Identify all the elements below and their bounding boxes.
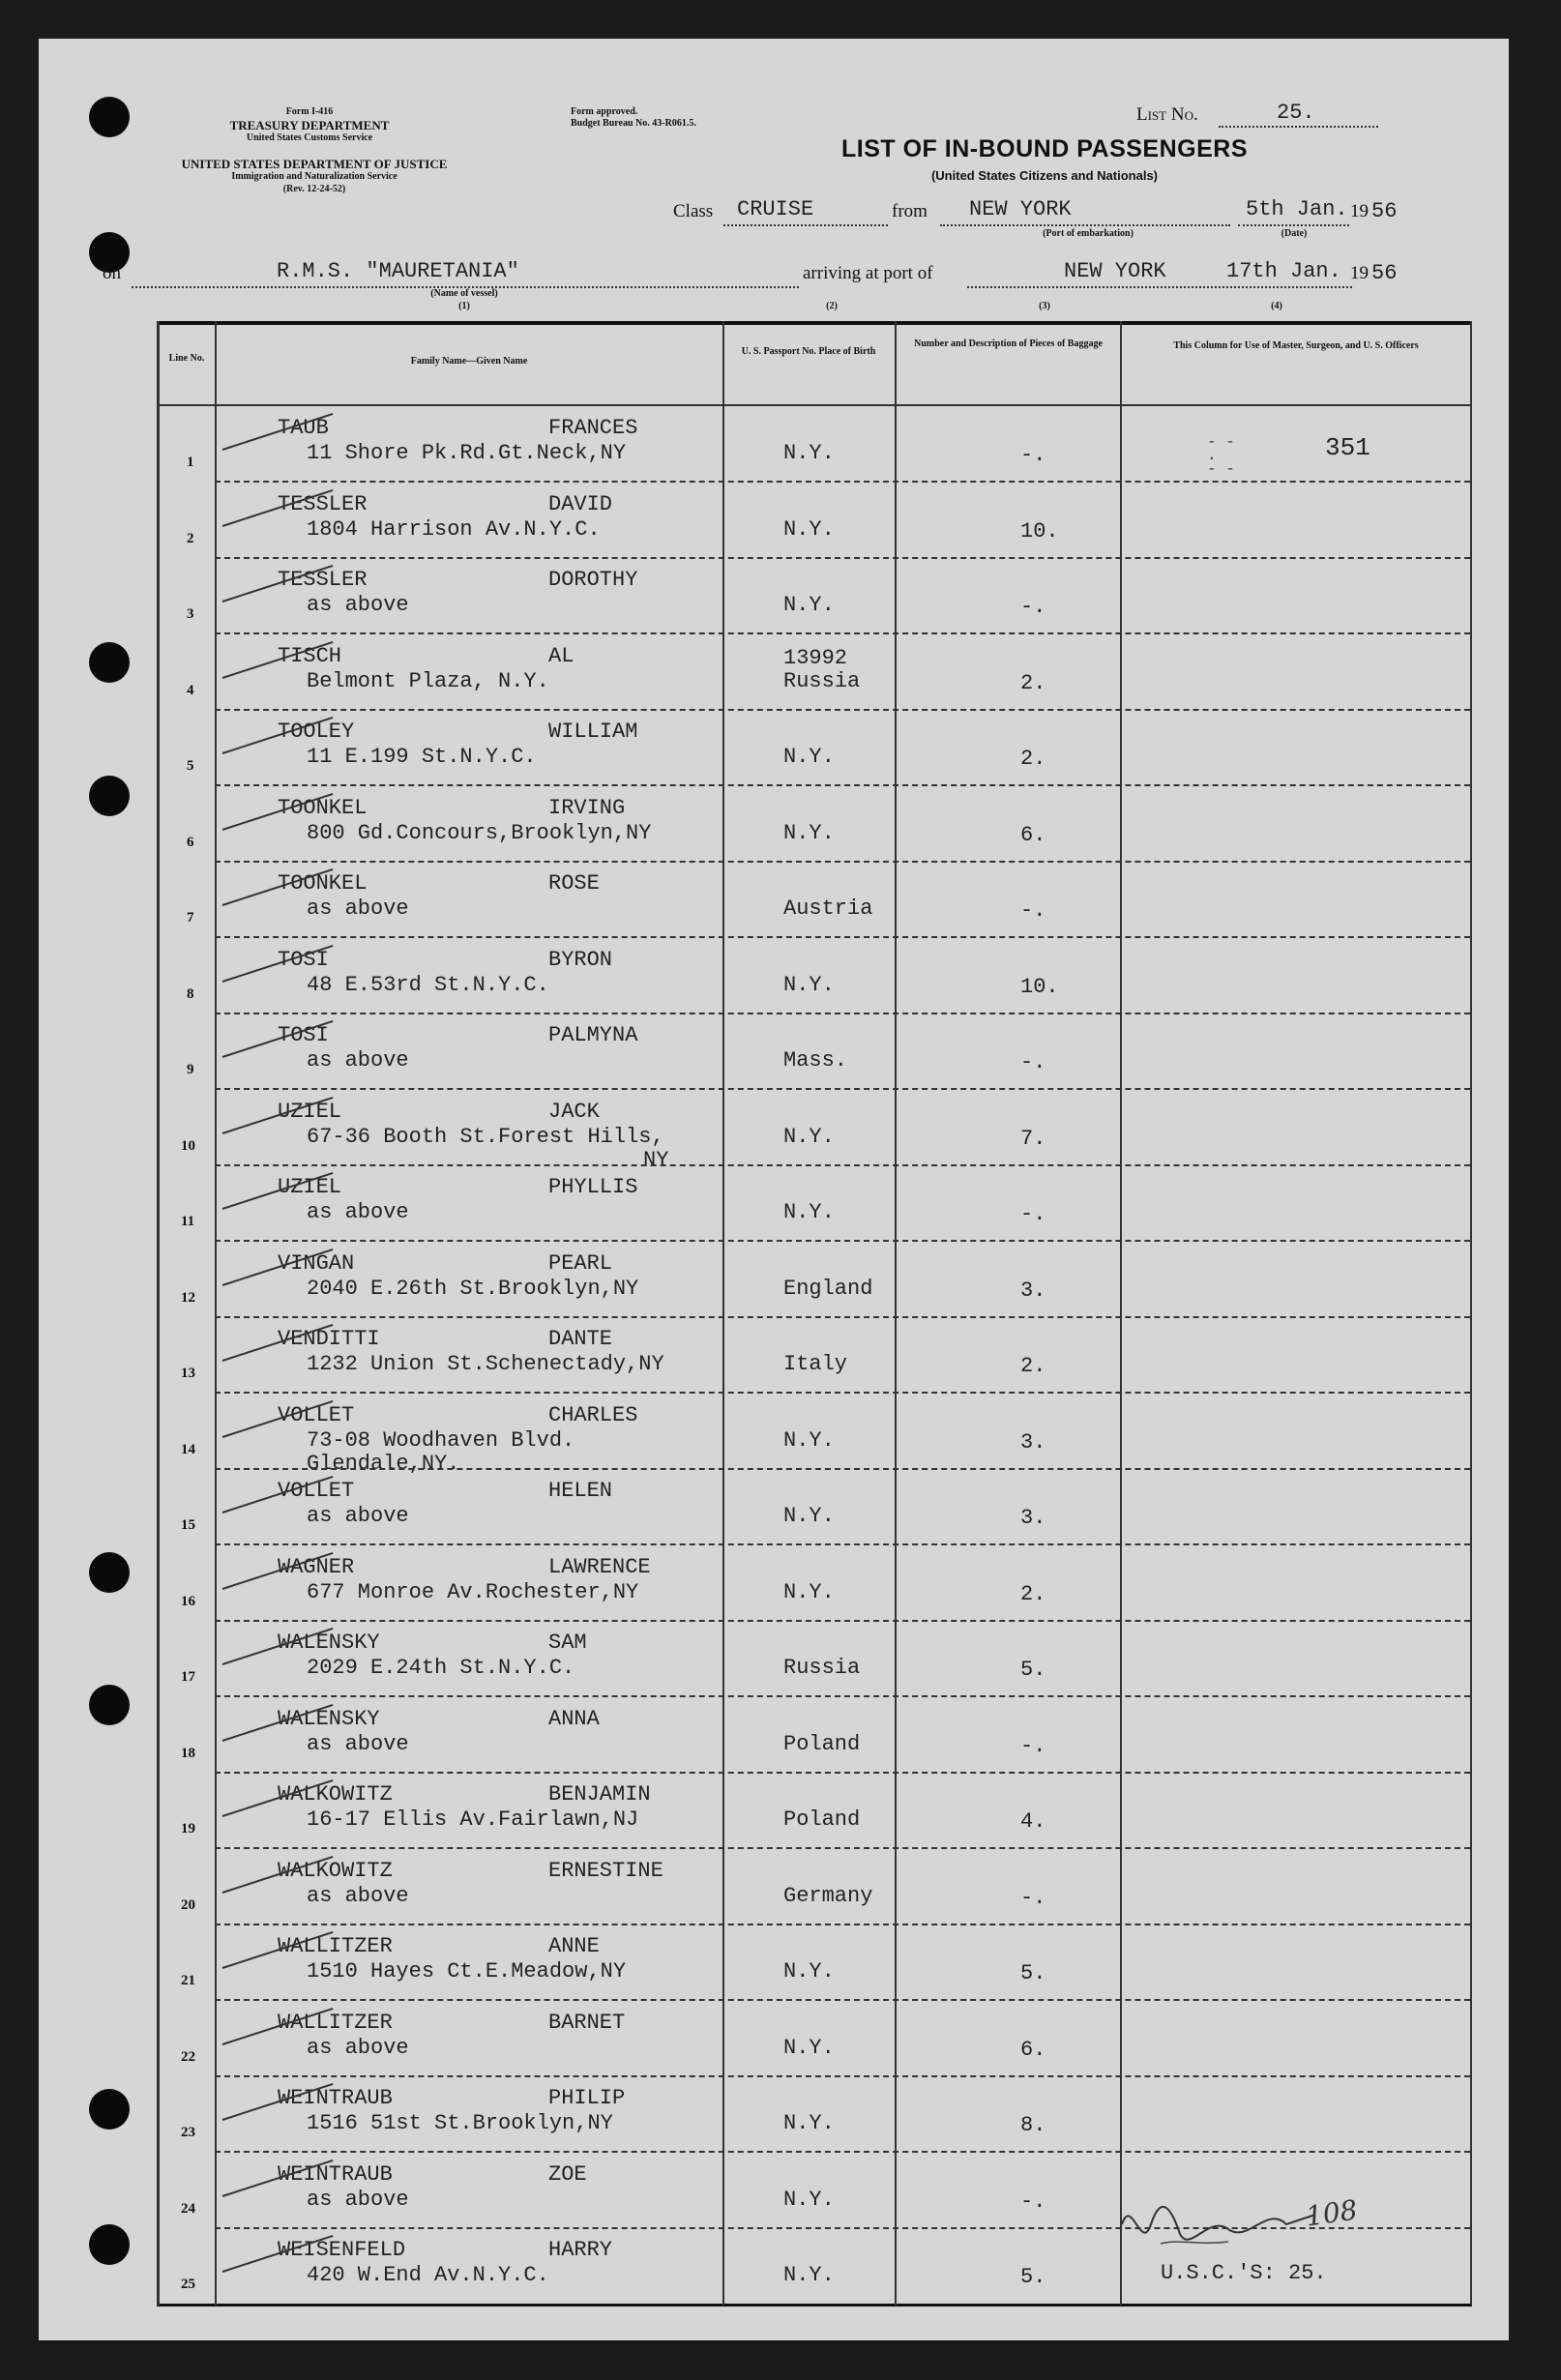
baggage-count: 10. <box>1020 975 1059 999</box>
place-of-birth: N.Y. <box>783 441 835 465</box>
class-value: CRUISE <box>737 197 814 221</box>
row-separator <box>215 1543 1470 1545</box>
place-of-birth: N.Y. <box>783 1504 835 1528</box>
table-top-border <box>157 321 1472 325</box>
place-of-birth: N.Y. <box>783 2111 835 2135</box>
family-name: TOSI <box>278 1023 329 1047</box>
officer-number: 351 <box>1325 433 1370 462</box>
col-header-line-no: Line No. <box>168 353 205 364</box>
given-name: DAVID <box>548 492 613 516</box>
row-separator <box>215 1695 1470 1697</box>
given-name: ROSE <box>548 871 600 896</box>
class-field <box>723 197 888 226</box>
place-of-birth: N.Y. <box>783 2036 835 2060</box>
row-separator <box>215 1999 1470 2001</box>
family-name: TESSLER <box>278 492 368 516</box>
given-name: DOROTHY <box>548 568 638 592</box>
given-name: PHILIP <box>548 2086 626 2110</box>
address: 73-08 Woodhaven Blvd. <box>307 1428 575 1453</box>
row-separator <box>215 1620 1470 1622</box>
vessel-name: R.M.S. "MAURETANIA" <box>277 259 519 283</box>
handwritten-signature <box>1103 2186 1412 2263</box>
depart-date-value: 5th Jan. <box>1246 197 1348 221</box>
line-number: 2 <box>187 531 194 546</box>
line-number: 4 <box>187 683 194 698</box>
place-of-birth: N.Y. <box>783 1200 835 1224</box>
baggage-count: -. <box>1020 1886 1046 1910</box>
baggage-count: 2. <box>1020 1582 1046 1606</box>
address: 2029 E.24th St.N.Y.C. <box>307 1656 575 1680</box>
address: 1516 51st St.Brooklyn,NY <box>307 2111 613 2135</box>
family-name: WALKOWITZ <box>278 1782 393 1807</box>
baggage-count: -. <box>1020 898 1046 923</box>
vessel-field <box>132 259 799 288</box>
line-number: 21 <box>181 1973 195 1988</box>
given-name: CHARLES <box>548 1403 638 1427</box>
family-name: TOSI <box>278 948 329 972</box>
column-divider <box>1120 321 1122 2306</box>
row-separator <box>215 1924 1470 1925</box>
address: 16-17 Ellis Av.Fairlawn,NJ <box>307 1807 639 1832</box>
given-name: ANNA <box>548 1707 600 1731</box>
address: as above <box>307 1048 409 1072</box>
given-name: HELEN <box>548 1479 613 1503</box>
punch-hole <box>89 97 130 137</box>
from-label: from <box>892 201 928 221</box>
line-number: 3 <box>187 606 194 622</box>
line-number: 15 <box>181 1517 195 1533</box>
treasury-label: TREASURY DEPARTMENT <box>229 118 390 132</box>
given-name: WILLIAM <box>548 720 638 744</box>
place-of-birth: N.Y. <box>783 1428 835 1453</box>
line-number: 25 <box>181 2277 195 2292</box>
baggage-count: 3. <box>1020 1430 1046 1454</box>
column-divider <box>895 321 897 2306</box>
baggage-count: -. <box>1020 1050 1046 1074</box>
row-separator <box>215 1240 1470 1242</box>
port-embarkation-caption: (Port of embarkation) <box>1043 228 1134 239</box>
row-separator <box>215 481 1470 483</box>
line-number: 12 <box>181 1290 195 1306</box>
family-name: WALENSKY <box>278 1631 380 1655</box>
row-separator <box>215 2075 1470 2077</box>
family-name: WALLITZER <box>278 1934 393 1958</box>
line-number: 7 <box>187 910 194 926</box>
col-header-name: Family Name—Given Name <box>410 356 528 367</box>
address: 677 Monroe Av.Rochester,NY <box>307 1580 639 1604</box>
family-name: WEINTRAUB <box>278 2086 393 2110</box>
baggage-count: 2. <box>1020 747 1046 771</box>
place-of-birth: Mass. <box>783 1048 848 1072</box>
officer-marks: - - . - - <box>1207 433 1235 478</box>
address: 1804 Harrison Av.N.Y.C. <box>307 517 601 542</box>
page-title: LIST OF IN-BOUND PASSENGERS <box>840 135 1248 162</box>
row-separator <box>215 557 1470 559</box>
address: as above <box>307 896 409 921</box>
table-bottom-border <box>157 2304 1472 2307</box>
arrival-year-suffix: 56 <box>1371 261 1398 285</box>
address: as above <box>307 1884 409 1908</box>
on-label: on <box>103 263 121 283</box>
address: Belmont Plaza, N.Y. <box>307 669 549 693</box>
place-of-birth: Russia <box>783 669 861 693</box>
row-separator <box>215 2151 1470 2153</box>
line-number: 23 <box>181 2125 195 2140</box>
ins-label: Immigration and Naturalization Service <box>231 171 398 182</box>
row-separator <box>215 1468 1470 1470</box>
line-number: 10 <box>181 1138 195 1154</box>
page-subtitle: (United States Citizens and Nationals) <box>930 168 1159 183</box>
place-of-birth: N.Y. <box>783 745 835 769</box>
given-name: HARRY <box>548 2238 613 2262</box>
baggage-count: 3. <box>1020 1506 1046 1530</box>
vessel-caption: (Name of vessel) <box>430 288 498 299</box>
baggage-count: -. <box>1020 1202 1046 1226</box>
address: as above <box>307 593 409 617</box>
family-name: TOOLEY <box>278 720 355 744</box>
col-number-1: (1) <box>458 301 470 311</box>
baggage-count: 4. <box>1020 1809 1046 1834</box>
given-name: SAM <box>548 1631 587 1655</box>
family-name: VOLLET <box>278 1479 355 1503</box>
address: 48 E.53rd St.N.Y.C. <box>307 973 549 997</box>
given-name: ERNESTINE <box>548 1859 663 1883</box>
address: as above <box>307 1504 409 1528</box>
line-number: 19 <box>181 1821 195 1836</box>
line-number: 8 <box>187 986 194 1002</box>
baggage-count: 3. <box>1020 1278 1046 1303</box>
place-of-birth: N.Y. <box>783 1125 835 1149</box>
family-name: WAGNER <box>278 1555 355 1579</box>
address: as above <box>307 2036 409 2060</box>
given-name: DANTE <box>548 1327 613 1351</box>
budget-bureau: Budget Bureau No. 43-R061.5. <box>571 118 696 129</box>
address-line-2: Glendale,NY. <box>307 1452 460 1476</box>
arrival-date: 17th Jan. <box>1226 259 1341 283</box>
given-name: PALMYNA <box>548 1023 638 1047</box>
line-number: 5 <box>187 758 194 774</box>
year-prefix: 19 <box>1350 201 1369 221</box>
family-name: TOONKEL <box>278 871 368 896</box>
punch-hole <box>89 776 130 816</box>
baggage-count: 2. <box>1020 1354 1046 1378</box>
row-separator <box>215 709 1470 711</box>
place-of-birth: N.Y. <box>783 1959 835 1983</box>
place-of-birth: Italy <box>783 1352 848 1376</box>
address: 800 Gd.Concours,Brooklyn,NY <box>307 821 652 845</box>
row-separator <box>215 1013 1470 1014</box>
document-page <box>39 39 1509 2340</box>
place-of-birth: Poland <box>783 1807 861 1832</box>
arriving-label: arriving at port of <box>803 263 933 283</box>
col-number-3: (3) <box>1039 301 1050 311</box>
place-of-birth: England <box>783 1277 873 1301</box>
row-separator <box>215 1164 1470 1166</box>
line-number: 13 <box>181 1366 195 1381</box>
family-name: TOONKEL <box>278 796 368 820</box>
address: as above <box>307 2188 409 2212</box>
row-separator <box>215 936 1470 938</box>
given-name: FRANCES <box>548 416 638 440</box>
given-name: ANNE <box>548 1934 600 1958</box>
punch-hole <box>89 2224 130 2265</box>
given-name: JACK <box>548 1100 600 1124</box>
list-no-value: 25. <box>1277 101 1315 125</box>
row-separator <box>215 784 1470 786</box>
punch-hole <box>89 1685 130 1725</box>
from-value: NEW YORK <box>969 197 1072 221</box>
depart-date-field <box>1238 197 1349 226</box>
place-of-birth: Austria <box>783 896 873 921</box>
rev-label: (Rev. 12-24-52) <box>282 184 346 194</box>
col-number-2: (2) <box>826 301 838 311</box>
row-separator <box>215 632 1470 634</box>
form-approved: Form approved. <box>571 106 638 117</box>
given-name: BYRON <box>548 948 613 972</box>
baggage-count: -. <box>1020 1734 1046 1758</box>
address: 11 E.199 St.N.Y.C. <box>307 745 537 769</box>
handwritten-number: 108 <box>1303 2193 1360 2233</box>
family-name: UZIEL <box>278 1175 342 1199</box>
year-suffix: 56 <box>1371 199 1398 223</box>
given-name: PHYLLIS <box>548 1175 638 1199</box>
place-of-birth: N.Y. <box>783 593 835 617</box>
punch-hole <box>89 2089 130 2130</box>
line-number: 20 <box>181 1897 195 1913</box>
family-name: TAUB <box>278 416 329 440</box>
baggage-count: 5. <box>1020 1961 1046 1985</box>
place-of-birth: N.Y. <box>783 973 835 997</box>
baggage-count: 7. <box>1020 1127 1046 1151</box>
passport-number: 13992 <box>783 646 848 670</box>
given-name: PEARL <box>548 1251 613 1276</box>
baggage-count: 5. <box>1020 1658 1046 1682</box>
line-number: 11 <box>181 1214 195 1229</box>
family-name: WALLITZER <box>278 2011 393 2035</box>
col-header-baggage: Number and Description of Pieces of Baggage <box>914 338 1103 349</box>
address: as above <box>307 1732 409 1756</box>
place-of-birth: N.Y. <box>783 1580 835 1604</box>
line-number: 24 <box>181 2201 195 2217</box>
address: as above <box>307 1200 409 1224</box>
arrival-field <box>967 259 1352 288</box>
place-of-birth: N.Y. <box>783 517 835 542</box>
baggage-count: -. <box>1020 595 1046 619</box>
column-divider <box>722 321 724 2306</box>
family-name: VINGAN <box>278 1251 355 1276</box>
family-name: WEISENFELD <box>278 2238 406 2262</box>
justice-label: UNITED STATES DEPARTMENT OF JUSTICE <box>181 157 448 171</box>
customs-label: United States Customs Service <box>246 132 373 143</box>
table-left-border <box>157 321 160 2306</box>
given-name: LAWRENCE <box>548 1555 651 1579</box>
line-number: 14 <box>181 1442 195 1457</box>
family-name: VOLLET <box>278 1403 355 1427</box>
family-name: UZIEL <box>278 1100 342 1124</box>
family-name: TESSLER <box>278 568 368 592</box>
from-field <box>940 197 1230 226</box>
family-name: WALKOWITZ <box>278 1859 393 1883</box>
given-name: ZOE <box>548 2162 587 2187</box>
line-number: 17 <box>181 1669 195 1685</box>
table-right-border <box>1470 321 1472 2306</box>
place-of-birth: Germany <box>783 1884 873 1908</box>
row-separator <box>215 861 1470 863</box>
row-separator <box>215 1847 1470 1849</box>
given-name: IRVING <box>548 796 626 820</box>
given-name: AL <box>548 644 574 668</box>
class-label: Class <box>673 201 714 221</box>
family-name: VENDITTI <box>278 1327 380 1351</box>
list-no-label: List No. <box>1136 104 1198 125</box>
address: 1510 Hayes Ct.E.Meadow,NY <box>307 1959 627 1983</box>
family-name: TISCH <box>278 644 342 668</box>
address: 1232 Union St.Schenectady,NY <box>307 1352 664 1376</box>
list-no-field <box>1219 101 1378 128</box>
punch-hole <box>89 1552 130 1593</box>
row-separator <box>215 1316 1470 1318</box>
address: 2040 E.26th St.Brooklyn,NY <box>307 1277 639 1301</box>
baggage-count: 10. <box>1020 519 1059 544</box>
baggage-count: -. <box>1020 443 1046 467</box>
col-header-officers: This Column for Use of Master, Surgeon, and U. S. Officers <box>1173 340 1419 351</box>
row-separator <box>215 1392 1470 1394</box>
place-of-birth: N.Y. <box>783 2188 835 2212</box>
family-name: WALENSKY <box>278 1707 380 1731</box>
header-rule <box>157 404 1472 406</box>
address-line-2: NY <box>643 1148 669 1172</box>
line-number: 1 <box>187 455 194 470</box>
row-separator <box>215 1088 1470 1090</box>
form-number: Form I-416 <box>285 106 334 117</box>
family-name: WEINTRAUB <box>278 2162 393 2187</box>
address: 420 W.End Av.N.Y.C. <box>307 2263 549 2287</box>
line-number: 16 <box>181 1594 195 1609</box>
line-number: 18 <box>181 1746 195 1761</box>
col-header-passport: U. S. Passport No. Place of Birth <box>741 346 876 357</box>
baggage-count: 2. <box>1020 671 1046 695</box>
given-name: BARNET <box>548 2011 626 2035</box>
given-name: BENJAMIN <box>548 1782 651 1807</box>
punch-hole <box>89 642 130 683</box>
arrival-port: NEW YORK <box>1064 259 1166 283</box>
usc-total: U.S.C.'S: 25. <box>1161 2261 1327 2285</box>
place-of-birth: N.Y. <box>783 2263 835 2287</box>
date-caption: (Date) <box>1281 228 1308 239</box>
row-separator <box>215 1772 1470 1774</box>
column-divider <box>215 321 217 2306</box>
baggage-count: 8. <box>1020 2113 1046 2137</box>
baggage-count: -. <box>1020 2189 1046 2214</box>
col-number-4: (4) <box>1271 301 1282 311</box>
address: 67-36 Booth St.Forest Hills, <box>307 1125 664 1149</box>
arrival-year-prefix: 19 <box>1350 263 1369 283</box>
place-of-birth: N.Y. <box>783 821 835 845</box>
line-number: 22 <box>181 2049 195 2065</box>
baggage-count: 5. <box>1020 2265 1046 2289</box>
place-of-birth: Poland <box>783 1732 861 1756</box>
line-number: 9 <box>187 1062 194 1077</box>
place-of-birth: Russia <box>783 1656 861 1680</box>
line-number: 6 <box>187 835 194 850</box>
baggage-count: 6. <box>1020 2038 1046 2062</box>
baggage-count: 6. <box>1020 823 1046 847</box>
address: 11 Shore Pk.Rd.Gt.Neck,NY <box>307 441 627 465</box>
